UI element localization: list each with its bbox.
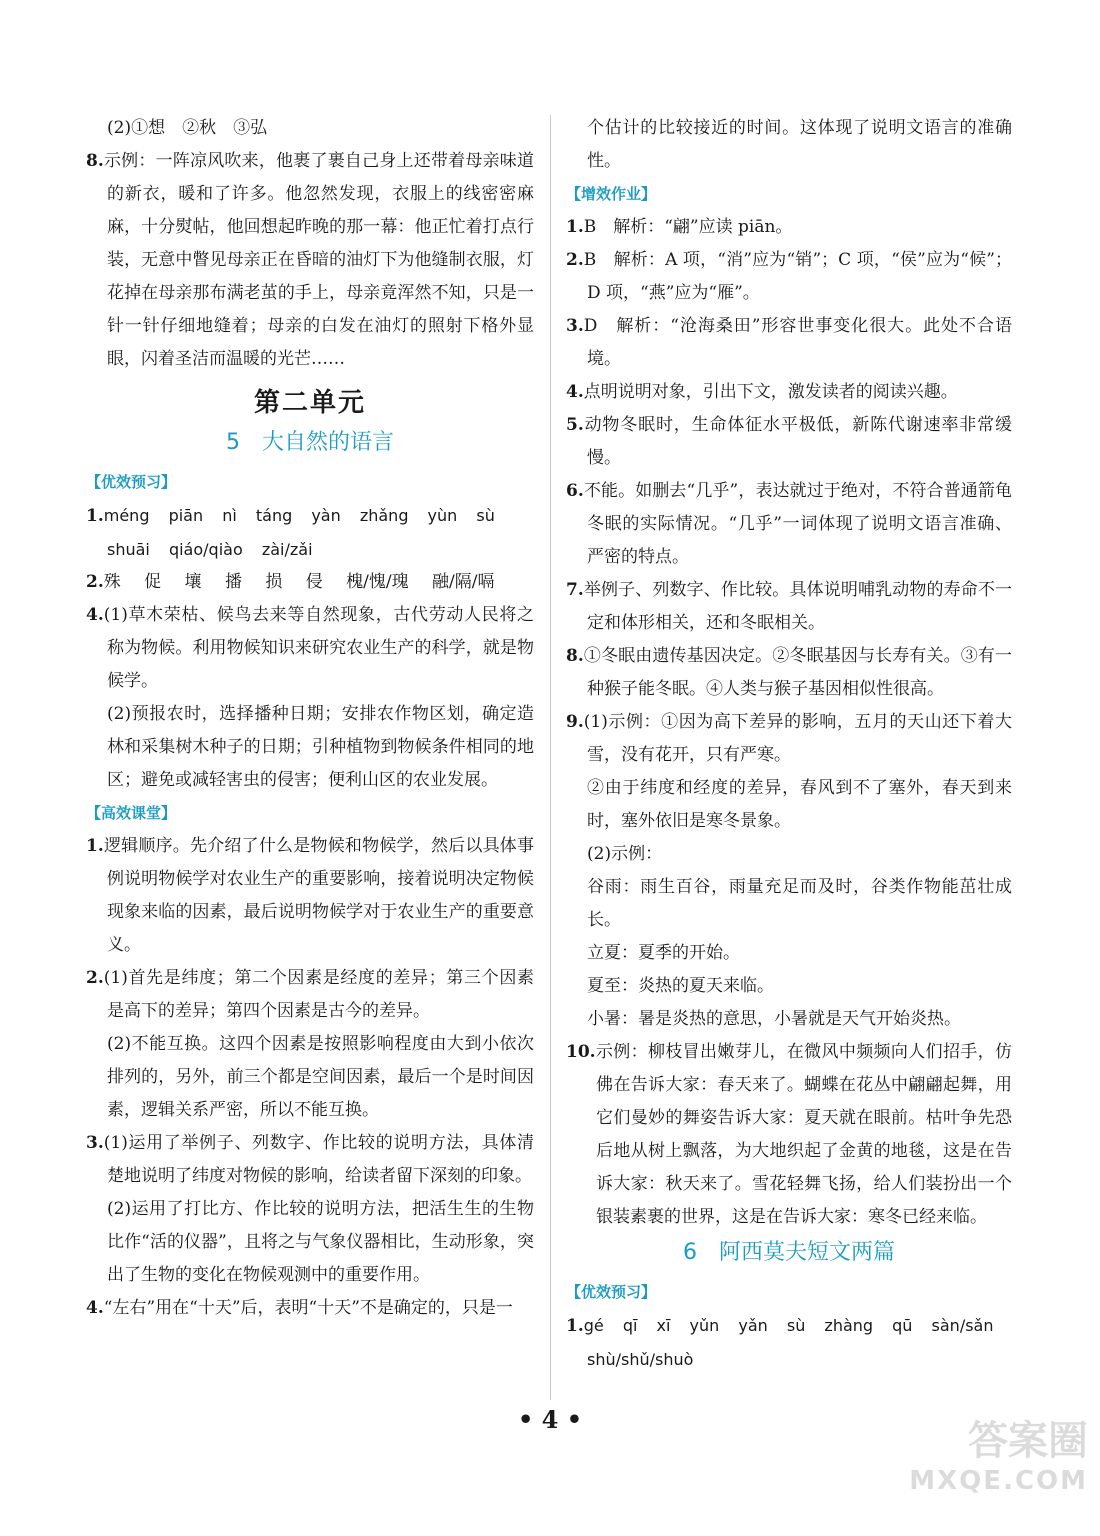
lesson-number: 5 bbox=[225, 430, 240, 455]
item-number: 7. bbox=[566, 580, 584, 600]
answer-z7 bbox=[566, 574, 1012, 640]
answer-z9-2: ②由于纬度和经度的差异，春风到不了塞外，春天到来时，塞外依旧是寒冬景象。 bbox=[587, 778, 1012, 831]
item-text: gé qī xī yǔn yǎn sù zhàng qū sàn/sǎn bbox=[583, 1316, 994, 1335]
item-number: 4. bbox=[86, 605, 104, 625]
item-number: 4. bbox=[566, 382, 584, 402]
item-text: 示例：柳枝冒出嫩芽儿，在微风中频频向人们招手，仿佛在告诉大家：春天来了。蝴蝶在花丛中翩翩起舞，用它们曼妙的舞姿告诉大家：夏天就在眼前。枯叶争先恐后地从树上飘落，为大地织起了金黄的地毯，这是在告诉大家：秋天来了。雪花轻舞飞扬，给人们装扮出一个银装素裹的世界，这是在告诉大家：寒冬已经来临。 bbox=[595, 1042, 1012, 1227]
answer-4-2: (2)预报农时，选择播种日期；安排农作物区划，确定造林和采集树木种子的日期；引种植物到物候条件相同的地区；避免或减轻害虫的侵害；便利山区的农业发展。 bbox=[107, 704, 534, 790]
answer-4-1 bbox=[86, 599, 534, 698]
column-divider bbox=[550, 115, 551, 1400]
item-text: (1)草木荣枯、候鸟去来等自然现象，古代劳动人民将之称为物候。利用物候知识来研究农业生产的科学，就是物候学。 bbox=[103, 605, 534, 691]
lesson-title bbox=[566, 1238, 1012, 1268]
item-number: 1. bbox=[566, 217, 584, 237]
answer-g2-2: (2)不能互换。这四个因素是按照影响程度由大到小依次排列的，另外，前三个都是空间因素，最后一个是时间因素，逻辑关系严密，所以不能互换。 bbox=[107, 1034, 534, 1120]
answer-chars bbox=[86, 566, 534, 599]
item-number: 4. bbox=[86, 1298, 104, 1318]
item-text: B 解析：A 项，“消”应为“销”；C 项，“侯”应为“候”；D 项，“燕”应为“雁”。 bbox=[583, 250, 1012, 303]
answer-8 bbox=[86, 145, 534, 376]
item-text: 不能。如删去“几乎”，表达就过于绝对，不符合普通箭龟冬眠的实际情况。“几乎”一词体现了说明文语言准确、严密的特点。 bbox=[583, 481, 1012, 567]
item-text: 逻辑顺序。先介绍了什么是物候和物候学，然后以具体事例说明物候学对农业生产的重要影响，接着说明决定物候现象来临的因素，最后说明物候学对于农业生产的重要意义。 bbox=[103, 836, 534, 955]
item-text: 点明说明对象，引出下文，激发读者的阅读兴趣。 bbox=[583, 382, 958, 402]
answer-g3-2: (2)运用了打比方、作比较的说明方法，把活生生的生物比作“活的仪器”，且将之与气象仪器相比，生动形象，突出了生物的变化在物候观测中的重要作用。 bbox=[107, 1199, 534, 1285]
left-column bbox=[86, 112, 534, 1325]
answer-pinyin-cont: shuāi qiáo/qiào zài/zǎi bbox=[107, 540, 313, 559]
item-number: 2. bbox=[86, 572, 104, 592]
answer-line: (2)①想 ②秋 ③弘 bbox=[107, 118, 268, 138]
item-text: D 解析：“沧海桑田”形容世事变化很大。此处不合语境。 bbox=[583, 316, 1012, 369]
watermark-site: MXQE.COM bbox=[909, 1466, 1088, 1496]
answer-g4-cont: 个估计的比较接近的时间。这体现了说明文语言的准确性。 bbox=[587, 118, 1012, 171]
answer-g2-1 bbox=[86, 962, 534, 1028]
item-number: 2. bbox=[566, 250, 584, 270]
item-number: 10. bbox=[566, 1042, 596, 1062]
lesson-name: 阿西莫夫短文两篇 bbox=[718, 1240, 895, 1265]
item-text: 举例子、列数字、作比较。具体说明哺乳动物的寿命不一定和体形相关，还和冬眠相关。 bbox=[583, 580, 1012, 633]
item-text: B 解析：“翩”应读 piān。 bbox=[583, 217, 793, 237]
unit-title: 第二单元 bbox=[253, 388, 366, 418]
answer-z5 bbox=[566, 409, 1012, 475]
section-tag: 【优效预习】 bbox=[86, 473, 177, 491]
section-tag: 【优效预习】 bbox=[566, 1283, 657, 1301]
item-text: (1)运用了举例子、列数字、作比较的说明方法，具体清楚地说明了纬度对物候的影响，给读者留下深刻的印象。 bbox=[103, 1133, 534, 1186]
answer-z4 bbox=[566, 376, 1012, 409]
item-number: 8. bbox=[566, 646, 584, 666]
watermark bbox=[898, 1416, 1088, 1526]
section-tag: 【增效作业】 bbox=[566, 185, 657, 203]
answer-g4 bbox=[86, 1292, 534, 1325]
item-text: 动物冬眠时，生命体征水平极低，新陈代谢速率非常缓慢。 bbox=[583, 415, 1012, 468]
lesson-number: 6 bbox=[682, 1240, 697, 1265]
answer-z8 bbox=[566, 640, 1012, 706]
item-number: 8. bbox=[86, 151, 104, 171]
item-text: ①冬眠由遗传基因决定。②冬眠基因与长寿有关。③有一种猴子能冬眠。④人类与猴子基因相似性很高。 bbox=[583, 646, 1012, 699]
answer-z10 bbox=[566, 1036, 1012, 1234]
item-text: “左右”用在“十天”后，表明“十天”不是确定的，只是一 bbox=[103, 1298, 513, 1318]
item-number: 6. bbox=[566, 481, 584, 501]
answer-pinyin bbox=[566, 1309, 1012, 1343]
answer-z9-4: 谷雨：雨生百谷，雨量充足而及时，谷类作物能茁壮成长。 bbox=[587, 877, 1012, 930]
lesson-name: 大自然的语言 bbox=[261, 430, 394, 455]
answer-z9-1 bbox=[566, 706, 1012, 772]
item-text: méng piān nì táng yàn zhǎng yùn sù bbox=[103, 506, 495, 525]
answer-z9-7: 小暑：暑是炎热的意思，小暑就是天气开始炎热。 bbox=[587, 1009, 961, 1029]
answer-z9-6: 夏至：炎热的夏天来临。 bbox=[587, 976, 774, 996]
answer-pinyin bbox=[86, 499, 534, 533]
item-number: 1. bbox=[86, 506, 104, 526]
item-text: (1)示例：①因为高下差异的影响，五月的天山还下着大雪，没有花开，只有严寒。 bbox=[583, 712, 1012, 765]
answer-z2 bbox=[566, 244, 1012, 310]
item-number: 1. bbox=[566, 1316, 584, 1336]
right-column bbox=[566, 112, 1012, 1376]
answer-z9-3: (2)示例： bbox=[587, 844, 663, 864]
answer-z9-5: 立夏：夏季的开始。 bbox=[587, 943, 740, 963]
item-number: 3. bbox=[566, 316, 584, 336]
answer-g3-1 bbox=[86, 1127, 534, 1193]
item-text: 示例：一阵凉风吹来，他裹了裹自己身上还带着母亲味道的新衣，暖和了许多。他忽然发现，衣服上的线密密麻麻，十分熨帖，他回想起昨晚的那一幕：他正忙着打点行装，无意中瞥见母亲正在昏暗的油灯下为他缝制衣服，灯花掉在母亲那布满老茧的手上，母亲竟浑然不知，只是一针一针仔细地缝着；母亲的白发在油灯的照射下格外显眼，闪着圣洁而温暖的光芒…… bbox=[103, 151, 534, 369]
answer-g1 bbox=[86, 830, 534, 962]
item-text: (1)首先是纬度；第二个因素是经度的差异；第三个因素是高下的差异；第四个因素是古今的差异。 bbox=[103, 968, 534, 1021]
watermark-logo: 答案圈 bbox=[968, 1418, 1088, 1464]
section-tag: 【高效课堂】 bbox=[86, 804, 177, 822]
lesson-title bbox=[86, 428, 534, 458]
item-number: 5. bbox=[566, 415, 584, 435]
item-number: 9. bbox=[566, 712, 584, 732]
page-number: • 4 • bbox=[517, 1405, 583, 1434]
item-number: 3. bbox=[86, 1133, 104, 1153]
answer-z1 bbox=[566, 211, 1012, 244]
item-text: 殊 促 壤 播 损 侵 槐/愧/瑰 融/隔/嗝 bbox=[103, 572, 495, 592]
answer-z3 bbox=[566, 310, 1012, 376]
item-number: 2. bbox=[86, 968, 104, 988]
item-number: 1. bbox=[86, 836, 104, 856]
answer-pinyin-cont: shù/shǔ/shuò bbox=[587, 1350, 694, 1369]
answer-z6 bbox=[566, 475, 1012, 574]
